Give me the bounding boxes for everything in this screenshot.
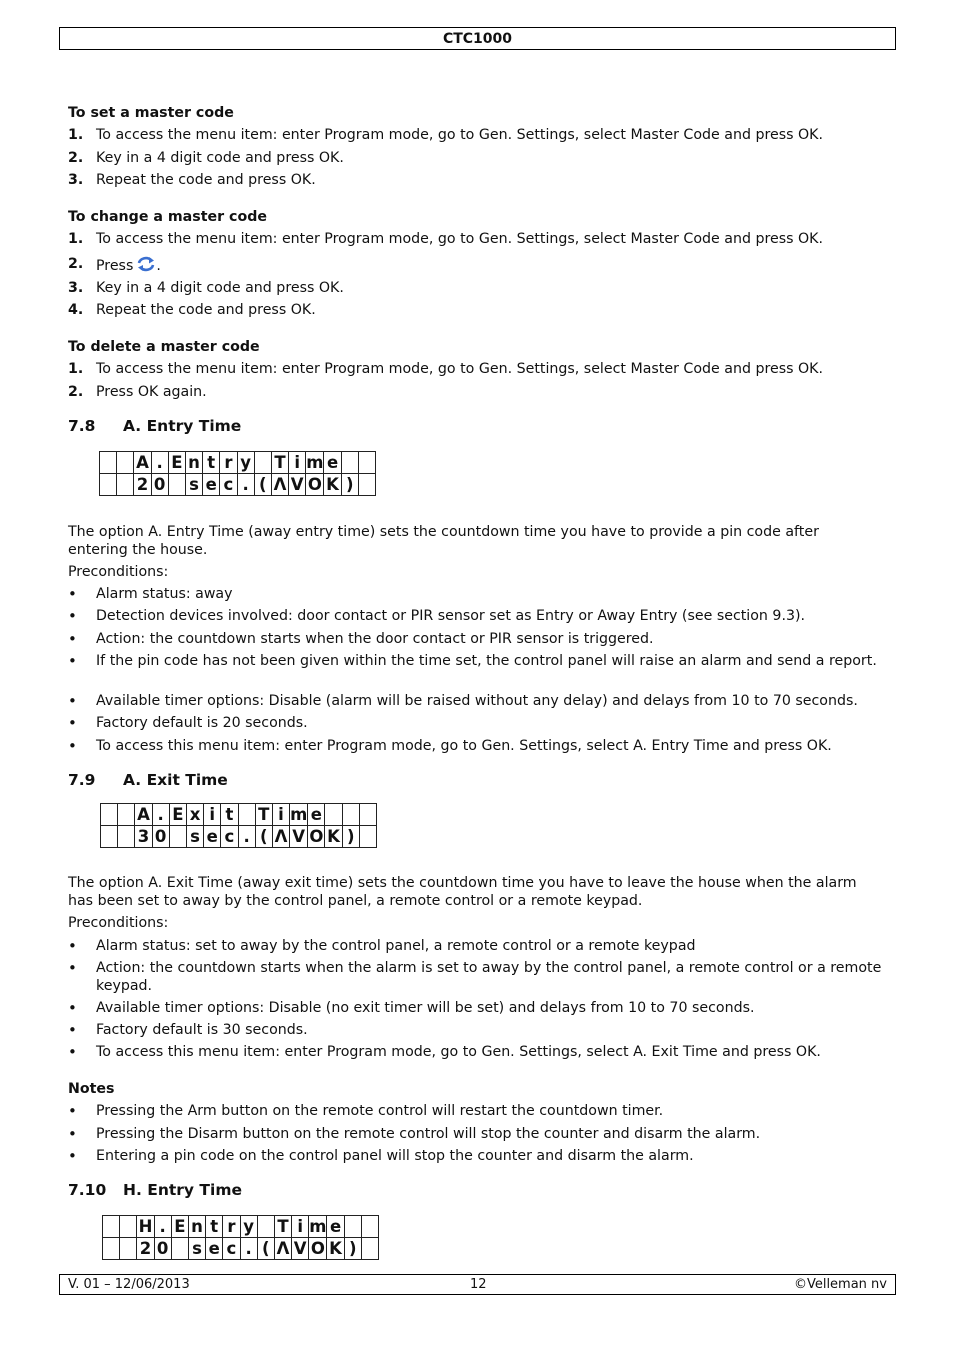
section-number: 7.10 [68,1181,107,1199]
lcd-cell [101,804,118,826]
lcd-cell: i [289,452,306,474]
heading-set-master-code: To set a master code [68,105,234,121]
lcd-cell: O [309,826,324,846]
lcd-cell [100,452,117,474]
lcd-cell [171,1238,188,1260]
product-title: CTC1000 [442,31,513,47]
lcd-cell: V [290,826,308,848]
lcd-cell: E [169,804,186,826]
lcd-cell [118,804,135,826]
step-number: 3. [68,280,84,296]
section-title: A. Entry Time [123,417,242,435]
step-number: 2. [68,150,84,166]
bullet-icon: • [68,959,77,977]
lcd-cell: 0 [152,826,169,848]
step-text: Key in a 4 digit code and press OK. [96,280,344,296]
lcd-cell: e [204,826,221,848]
lcd-cell: E [168,452,185,474]
lcd-cell: r [223,1216,240,1238]
section-heading-7-8 [68,417,241,435]
lcd-cell: e [324,452,341,474]
step-text: Repeat the code and press OK. [96,172,316,188]
lcd-cell: ) [342,826,359,848]
lcd-cell [325,804,342,826]
lcd-cell: n [185,452,202,474]
bullet-text: Entering a pin code on the control panel will stop the counter and disarm the alarm. [96,1148,694,1164]
lcd-cell: m [309,1216,327,1236]
lcd-cell: Λ [272,826,289,848]
lcd-cell [120,1238,137,1260]
lcd-cell: V [289,474,306,496]
bullet-icon: • [68,692,77,710]
lcd-cell: 2 [137,1238,154,1260]
step-number: 4. [68,302,84,318]
bullet-icon: • [68,999,77,1017]
lcd-cell: T [274,1216,291,1238]
lcd-cell: n [188,1216,205,1238]
version-date: V. 01 – 12/06/2013 [68,1277,190,1292]
lcd-cell [103,1238,120,1260]
lcd-cell [361,1238,378,1260]
lcd-cell: . [238,826,255,848]
bullet-icon: • [68,937,77,955]
lcd-cell [342,804,359,826]
bullet-icon: • [68,1102,77,1120]
section-number: 7.9 [68,771,96,789]
lcd-cell: ( [254,474,271,496]
step-text: Repeat the code and press OK. [96,302,316,318]
bullet-text: Factory default is 30 seconds. [96,1022,308,1038]
page-number: 12 [470,1277,487,1292]
lcd-cell [238,804,255,826]
bullet-text: To access this menu item: enter Program mode, go to Gen. Settings, select A. Exit Time and press OK. [96,1044,821,1060]
lcd-cell: . [154,1216,171,1238]
lcd-cell [359,826,376,848]
lcd-cell [344,1216,361,1238]
paragraph-a-entry-time: The option A. Entry Time (away entry time) sets the countdown time you have to provide a pin code after entering the house. [68,524,819,558]
section-title: H. Entry Time [123,1181,242,1199]
lcd-cell: c [221,826,238,848]
bullet-text: To access this menu item: enter Program mode, go to Gen. Settings, select A. Entry Time and press OK. [96,738,832,754]
bullet-icon: • [68,1043,77,1061]
lcd-cell: A [134,452,151,474]
bullet-icon: • [68,630,77,648]
lcd-cell: t [203,452,220,474]
page-footer [59,1274,896,1295]
bullet-icon: • [68,652,77,670]
lcd-cell: 0 [151,474,168,496]
page-header [59,27,896,50]
bullet-text: Available timer options: Disable (alarm will be raised without any delay) and delays from 10 to 70 seconds. [96,693,858,709]
lcd-cell: . [152,804,169,826]
lcd-row [101,804,377,826]
lcd-cell: e [206,1238,223,1260]
lcd-cell: y [240,1216,257,1238]
lcd-display-a-exit-time [100,803,377,848]
bullet-text: Detection devices involved: door contact or PIR sensor set as Entry or Away Entry (see section 9.3). [96,608,806,624]
step-text: To access the menu item: enter Program mode, go to Gen. Settings, select Master Code and press OK. [96,361,823,377]
preconditions-label: Preconditions: [68,564,169,580]
lcd-cell [341,452,358,474]
lcd-row [100,452,376,474]
lcd-cell [254,452,271,474]
step-number: 3. [68,172,84,188]
lcd-cell [168,474,185,496]
step-text-with-icon [96,256,161,276]
lcd-cell: E [171,1216,188,1238]
lcd-cell [358,474,375,496]
lcd-cell: K [325,826,342,848]
lcd-cell: ( [255,826,272,848]
step-text: Press OK again. [96,384,207,400]
bullet-text: Alarm status: away [96,586,233,602]
lcd-cell [257,1216,274,1238]
paragraph-a-exit-time: The option A. Exit Time (away exit time) sets the countdown time you have to leave the house when the alarm has been set to away by the control panel, a remote control or a remote keypad. [68,875,857,909]
lcd-cell: e [327,1216,344,1238]
lcd-cell [169,826,186,848]
lcd-cell: e [308,804,325,826]
bullet-icon: • [68,737,77,755]
lcd-row [101,826,377,848]
step-text: Press [96,258,134,274]
section-heading-7-9 [68,771,228,789]
bullet-text: Factory default is 20 seconds. [96,715,308,731]
lcd-display-h-entry-time [102,1215,379,1260]
lcd-cell: s [185,474,202,496]
lcd-row [100,474,376,496]
lcd-row [103,1216,379,1238]
lcd-cell: y [237,452,254,474]
lcd-cell: i [272,804,289,826]
bullet-text: Action: the countdown starts when the door contact or PIR sensor is triggered. [96,631,654,647]
lcd-cell: . [237,474,254,496]
step-text: To access the menu item: enter Program mode, go to Gen. Settings, select Master Code and press OK. [96,127,823,143]
lcd-cell: i [204,804,221,826]
section-heading-7-10 [68,1181,242,1199]
lcd-cell [359,804,376,826]
lcd-cell: i [292,1216,309,1238]
lcd-cell: c [223,1238,240,1260]
lcd-cell [100,474,117,496]
bullet-icon: • [68,1125,77,1143]
lcd-cell: 0 [154,1238,171,1260]
lcd-cell [358,452,375,474]
heading-notes: Notes [68,1081,115,1097]
bullet-text: Alarm status: set to away by the control panel, a remote control or a remote keypad [96,938,696,954]
lcd-cell [117,452,134,474]
lcd-cell: 2 [134,474,151,496]
lcd-cell: A [135,804,152,826]
lcd-cell: . [240,1238,257,1260]
lcd-cell: 3 [135,826,152,848]
lcd-cell [103,1216,120,1238]
step-number: 1. [68,127,84,143]
lcd-cell: O [309,1238,327,1260]
lcd-cell: x [186,804,203,826]
lcd-cell: t [221,804,238,826]
refresh-icon [136,256,156,276]
lcd-cell [118,826,135,848]
bullet-text: Pressing the Disarm button on the remote control will stop the counter and disarm the alarm. [96,1126,761,1142]
bullet-icon: • [68,607,77,625]
lcd-cell: T [271,452,288,474]
bullet-icon: • [68,585,77,603]
copyright: ©Velleman nv [793,1277,887,1292]
lcd-cell: ) [344,1238,361,1260]
step-number: 2. [68,384,84,400]
lcd-cell: r [220,452,237,474]
bullet-icon: • [68,714,77,732]
lcd-cell: ) [341,474,358,496]
lcd-cell: Λ [271,474,288,496]
lcd-cell: c [220,474,237,496]
lcd-cell: Λ [274,1238,291,1260]
lcd-row [103,1238,379,1260]
lcd-display-a-entry-time [99,451,376,496]
bullet-icon: • [68,1021,77,1039]
step-suffix: . [156,258,161,274]
lcd-cell: V [292,1238,309,1260]
bullet-text: Pressing the Arm button on the remote control will restart the countdown timer. [96,1103,664,1119]
lcd-cell: . [151,452,168,474]
lcd-cell [101,826,118,848]
lcd-cell: H [138,1216,153,1236]
step-number: 1. [68,361,84,377]
lcd-cell: m [306,452,324,472]
lcd-cell: O [306,474,324,496]
heading-change-master-code: To change a master code [68,209,267,225]
heading-delete-master-code: To delete a master code [68,339,260,355]
lcd-cell: s [186,826,203,848]
lcd-cell: e [203,474,220,496]
lcd-cell: K [324,474,341,496]
bullet-text: Available timer options: Disable (no exit timer will be set) and delays from 10 to 70 seconds. [96,1000,755,1016]
lcd-cell: s [188,1238,205,1260]
lcd-cell: T [255,804,272,826]
bullet-text: If the pin code has not been given within the time set, the control panel will raise an alarm and send a report. [96,653,877,669]
step-number: 2. [68,256,84,272]
bullet-text: Action: the countdown starts when the alarm is set to away by the control panel, a remote control or a remote keypad. [96,960,882,994]
lcd-cell: ( [257,1238,274,1260]
lcd-cell: K [327,1238,344,1260]
bullet-icon: • [68,1147,77,1165]
step-number: 1. [68,231,84,247]
step-text: Key in a 4 digit code and press OK. [96,150,344,166]
preconditions-label: Preconditions: [68,915,169,931]
step-text: To access the menu item: enter Program mode, go to Gen. Settings, select Master Code and press OK. [96,231,823,247]
lcd-cell [120,1216,137,1238]
lcd-cell: t [206,1216,223,1238]
lcd-cell: m [290,804,308,824]
section-number: 7.8 [68,417,96,435]
lcd-cell [361,1216,378,1238]
section-title: A. Exit Time [123,771,228,789]
lcd-cell [117,474,134,496]
